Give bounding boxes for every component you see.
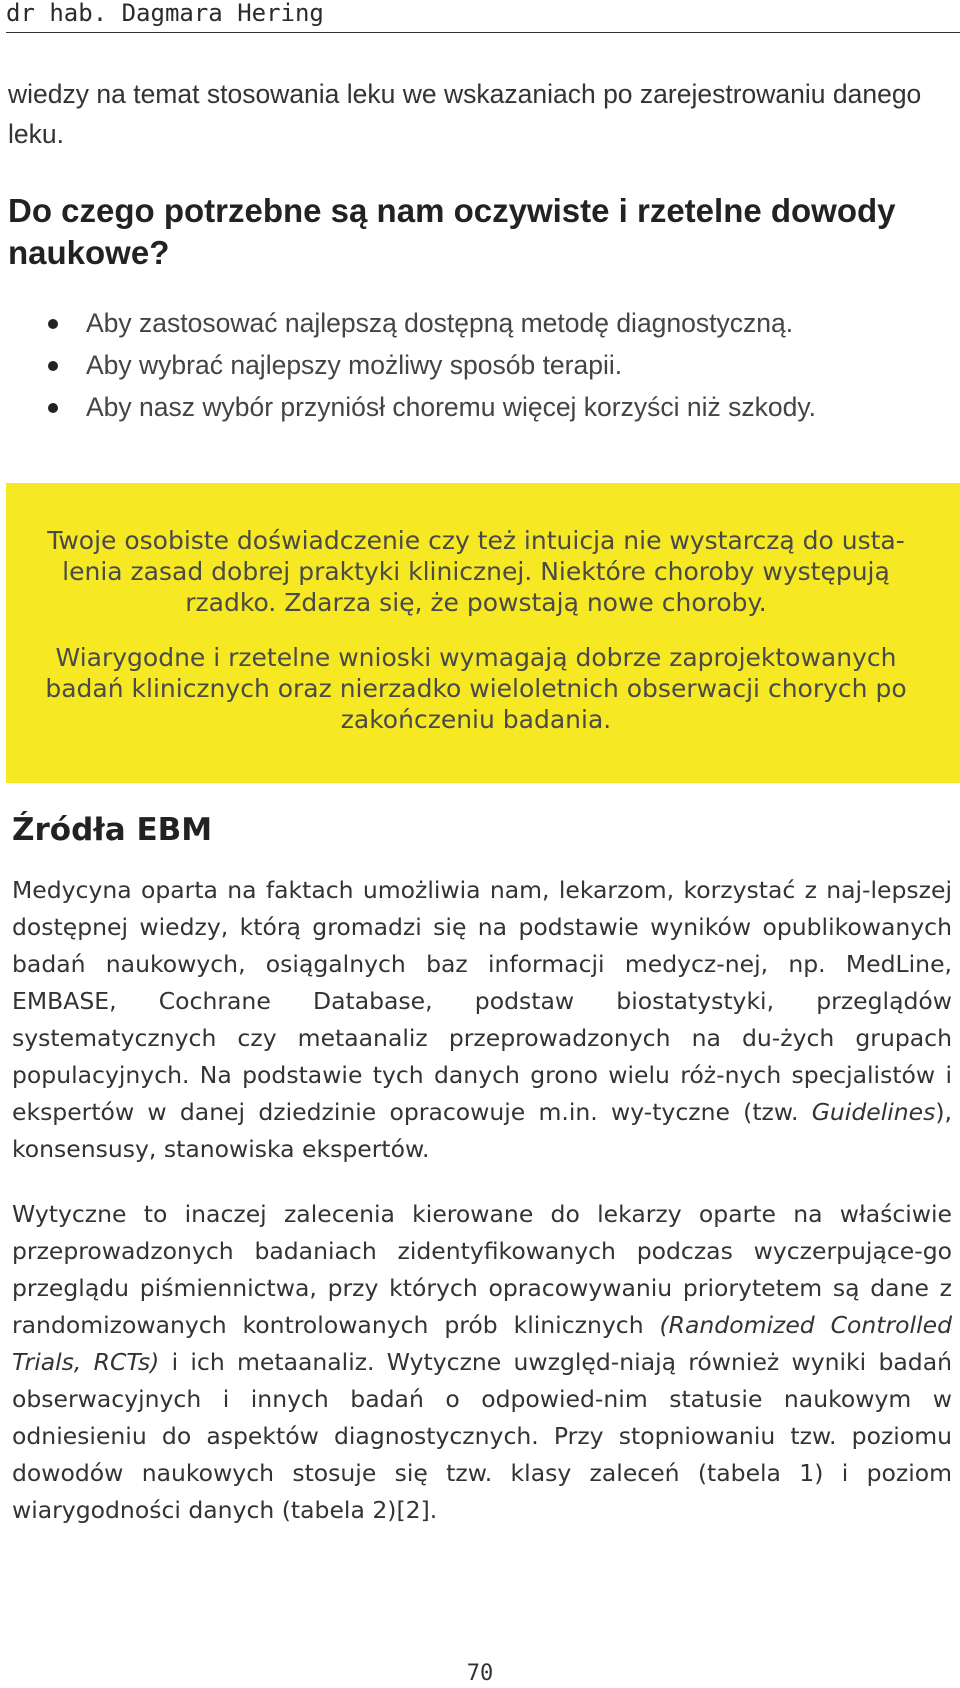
- body-paragraph-1: [12, 872, 952, 1168]
- paragraph-text: Wytyczne to inaczej zalecenia kierowane do lekarzy oparte na właściwie przeprowadzonych badaniach zidentyfikowanych podczas wyczerpujące-go przeglądu piśmiennictwa, przy których opracowywaniu priorytetem są dane z randomizowanych kontrolowanych prób klinicznych: [12, 1200, 952, 1339]
- callout-paragraph-1: Twoje osobiste doświadczenie czy też intuicja nie wystarczą do usta-lenia zasad dobrej praktyki klinicznej. Niektóre choroby występują rzadko. Zdarza się, że powstają nowe choroby.: [47, 526, 905, 617]
- list-item: [48, 386, 816, 428]
- page-number: 70: [466, 1661, 494, 1686]
- list-item-text: Aby wybrać najlepszy możliwy sposób terapii.: [86, 350, 623, 380]
- section-title: Źródła EBM: [12, 812, 213, 848]
- intro-paragraph: wiedzy na temat stosowania leku we wskazaniach po zarejestrowaniu danego leku.: [8, 79, 922, 149]
- bullet-icon: [48, 319, 58, 329]
- italic-term-rcts: (Randomized Controlled Trials, RCTs): [12, 1311, 952, 1376]
- question-heading: Do czego potrzebne są nam oczywiste i rzetelne dowody naukowe?: [8, 192, 896, 271]
- highlight-callout-box: [6, 483, 960, 783]
- paragraph-text: i ich metaanaliz. Wytyczne uwzględ-niają również wyniki badań obserwacyjnych i innych badań o odpowied-nim statusie naukowym w odniesieniu do aspektów diagnostycznych. Przy stopniowaniu tzw. poziomu dowodów naukowych stosuje się tzw. klasy zaleceń (tabela 1) i poziom wiarygodności danych (tabela 2)[2].: [12, 1348, 952, 1524]
- paragraph-text: Medycyna oparta na faktach umożliwia nam, lekarzom, korzystać z naj-lepszej dostępnej wiedzy, którą gromadzi się na podstawie wyników opublikowanych badań naukowych, osiągalnych baz informacji medycz-nej, np. MedLine, EMBASE, Cochrane Database, podstaw biostatystyki, przeglądów systematycznych czy metaanaliz przeprowadzonych na du-żych grupach populacyjnych. Na podstawie tych danych grono wielu róż-nych specjalistów i ekspertów w danej dziedzinie opracowuje m.in. wy-tyczne (tzw.: [12, 876, 952, 1126]
- paragraph-text: ), konsensusy, stanowiska ekspertów.: [12, 1098, 952, 1163]
- list-item-text: Aby zastosować najlepszą dostępną metodę diagnostyczną.: [86, 308, 794, 338]
- body-paragraph-2: [12, 1196, 952, 1529]
- list-item-text: Aby nasz wybór przyniósł choremu więcej korzyści niż szkody.: [86, 392, 816, 422]
- reasons-list: [48, 302, 816, 428]
- running-header-author: dr hab. Dagmara Hering: [6, 0, 960, 33]
- bullet-icon: [48, 361, 58, 371]
- list-item: [48, 302, 816, 344]
- bullet-icon: [48, 403, 58, 413]
- list-item: [48, 344, 816, 386]
- italic-term-guidelines: Guidelines: [811, 1098, 936, 1126]
- callout-paragraph-2: Wiarygodne i rzetelne wnioski wymagają dobrze zaprojektowanych badań klinicznych oraz nierzadko wieloletnich obserwacji chorych po zakończeniu badania.: [45, 643, 907, 734]
